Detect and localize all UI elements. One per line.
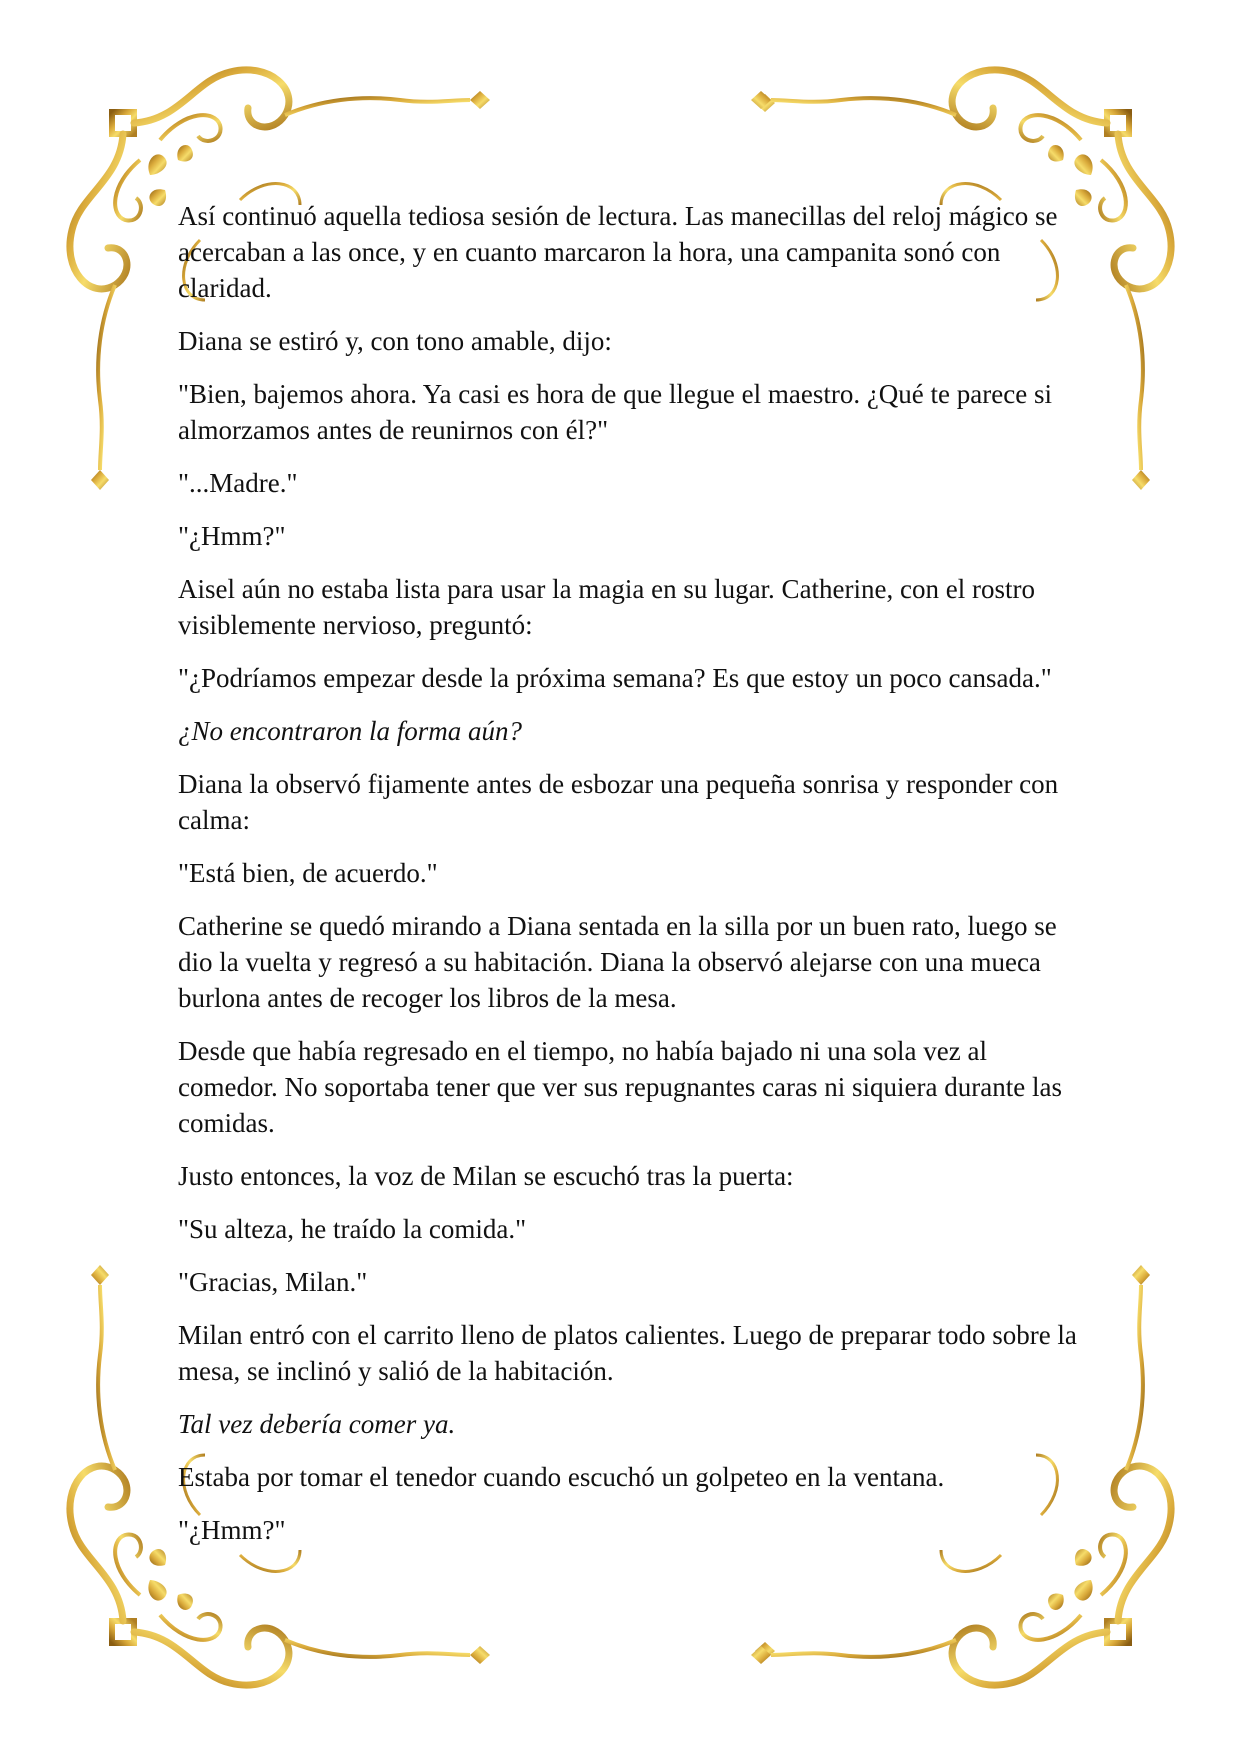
paragraph: "¿Hmm?" bbox=[178, 1515, 286, 1545]
paragraph: Desde que había regresado en el tiempo, no había bajado ni una sola vez al comedor. No soportaba tener que ver sus repugnantes caras ni siquiera durante las comidas. bbox=[178, 1036, 1062, 1138]
paragraph: Tal vez debería comer ya. bbox=[178, 1409, 456, 1439]
paragraph: Justo entonces, la voz de Milan se escuchó tras la puerta: bbox=[178, 1161, 794, 1191]
paragraph: Milan entró con el carrito lleno de platos calientes. Luego de preparar todo sobre la mesa, se inclinó y salió de la habitación. bbox=[178, 1320, 1077, 1386]
paragraph: "Su alteza, he traído la comida." bbox=[178, 1214, 527, 1244]
paragraph: "...Madre." bbox=[178, 468, 298, 498]
story-text bbox=[178, 198, 1078, 1565]
paragraph: "Gracias, Milan." bbox=[178, 1267, 368, 1297]
paragraph: Diana la observó fijamente antes de esbozar una pequeña sonrisa y responder con calma: bbox=[178, 769, 1059, 835]
paragraph: "¿Hmm?" bbox=[178, 521, 286, 551]
paragraph: Catherine se quedó mirando a Diana sentada en la silla por un buen rato, luego se dio la vuelta y regresó a su habitación. Diana la observó alejarse con una mueca burlona antes de recoger los libros de la mesa. bbox=[178, 911, 1057, 1013]
paragraph: Aisel aún no estaba lista para usar la magia en su lugar. Catherine, con el rostro visiblemente nervioso, preguntó: bbox=[178, 574, 1035, 640]
paragraph: "¿Podríamos empezar desde la próxima semana? Es que estoy un poco cansada." bbox=[178, 663, 1052, 693]
paragraph: "Está bien, de acuerdo." bbox=[178, 858, 438, 888]
paragraph: ¿No encontraron la forma aún? bbox=[178, 716, 522, 746]
paragraph: "Bien, bajemos ahora. Ya casi es hora de que llegue el maestro. ¿Qué te parece si almorzamos antes de reunirnos con él?" bbox=[178, 379, 1052, 445]
paragraph: Estaba por tomar el tenedor cuando escuchó un golpeteo en la ventana. bbox=[178, 1462, 945, 1492]
paragraph: Diana se estiró y, con tono amable, dijo: bbox=[178, 326, 612, 356]
paragraph: Así continuó aquella tediosa sesión de lectura. Las manecillas del reloj mágico se acercaban a las once, y en cuanto marcaron la hora, una campanita sonó con claridad. bbox=[178, 201, 1058, 303]
